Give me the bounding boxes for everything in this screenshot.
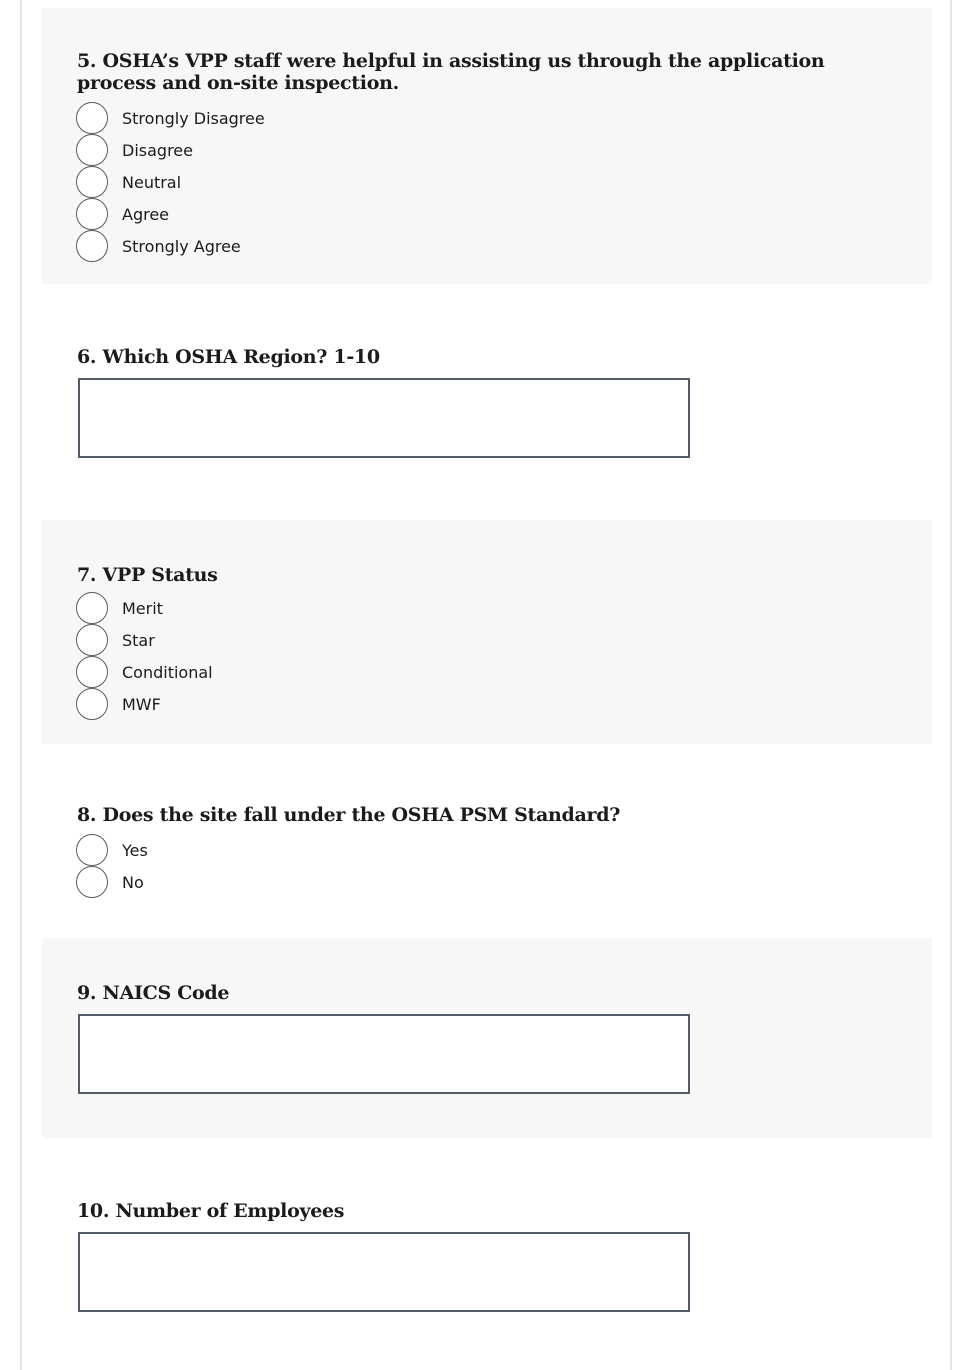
question-5-section	[42, 8, 932, 284]
employee-count-input[interactable]	[78, 1232, 690, 1312]
question-8-section	[42, 744, 932, 938]
option-disagree[interactable]	[76, 134, 265, 166]
question-5-title: 5. OSHA’s VPP staff were helpful in assisting us through the application process and on-site inspection.	[77, 50, 825, 94]
option-conditional[interactable]	[76, 656, 213, 688]
question-9-section	[42, 938, 932, 1138]
question-7-title: 7. VPP Status	[77, 564, 218, 586]
question-10-title: 10. Number of Employees	[77, 1200, 345, 1222]
option-strongly-disagree[interactable]	[76, 102, 265, 134]
option-no[interactable]	[76, 866, 148, 898]
radio-button[interactable]	[76, 102, 108, 134]
option-label: Conditional	[122, 662, 213, 682]
naics-code-input[interactable]	[78, 1014, 690, 1094]
radio-button[interactable]	[76, 166, 108, 198]
question-6-section	[42, 284, 932, 520]
option-label: Yes	[122, 840, 148, 860]
option-neutral[interactable]	[76, 166, 265, 198]
radio-button[interactable]	[76, 134, 108, 166]
question-5-options	[76, 102, 265, 262]
option-label: No	[122, 872, 144, 892]
question-7-section	[42, 520, 932, 744]
question-8-title: 8. Does the site fall under the OSHA PSM Standard?	[77, 804, 621, 826]
question-9-title: 9. NAICS Code	[77, 982, 230, 1004]
option-strongly-agree[interactable]	[76, 230, 265, 262]
radio-button[interactable]	[76, 198, 108, 230]
radio-button[interactable]	[76, 230, 108, 262]
option-star[interactable]	[76, 624, 213, 656]
radio-button[interactable]	[76, 834, 108, 866]
question-7-options	[76, 592, 213, 720]
option-label: Agree	[122, 204, 170, 224]
option-label: Disagree	[122, 140, 193, 160]
option-label: Star	[122, 630, 155, 650]
radio-button[interactable]	[76, 688, 108, 720]
option-label: Strongly Agree	[122, 236, 241, 256]
osha-region-input[interactable]	[78, 378, 690, 458]
radio-button[interactable]	[76, 624, 108, 656]
option-label: Strongly Disagree	[122, 108, 265, 128]
radio-button[interactable]	[76, 656, 108, 688]
option-label: Neutral	[122, 172, 182, 192]
question-8-options	[76, 834, 148, 898]
question-6-title: 6. Which OSHA Region? 1-10	[77, 346, 380, 368]
radio-button[interactable]	[76, 592, 108, 624]
option-label: Merit	[122, 598, 163, 618]
option-agree[interactable]	[76, 198, 265, 230]
option-merit[interactable]	[76, 592, 213, 624]
option-mwf[interactable]	[76, 688, 213, 720]
radio-button[interactable]	[76, 866, 108, 898]
question-10-section	[42, 1138, 932, 1370]
option-label: MWF	[122, 694, 161, 714]
option-yes[interactable]	[76, 834, 148, 866]
